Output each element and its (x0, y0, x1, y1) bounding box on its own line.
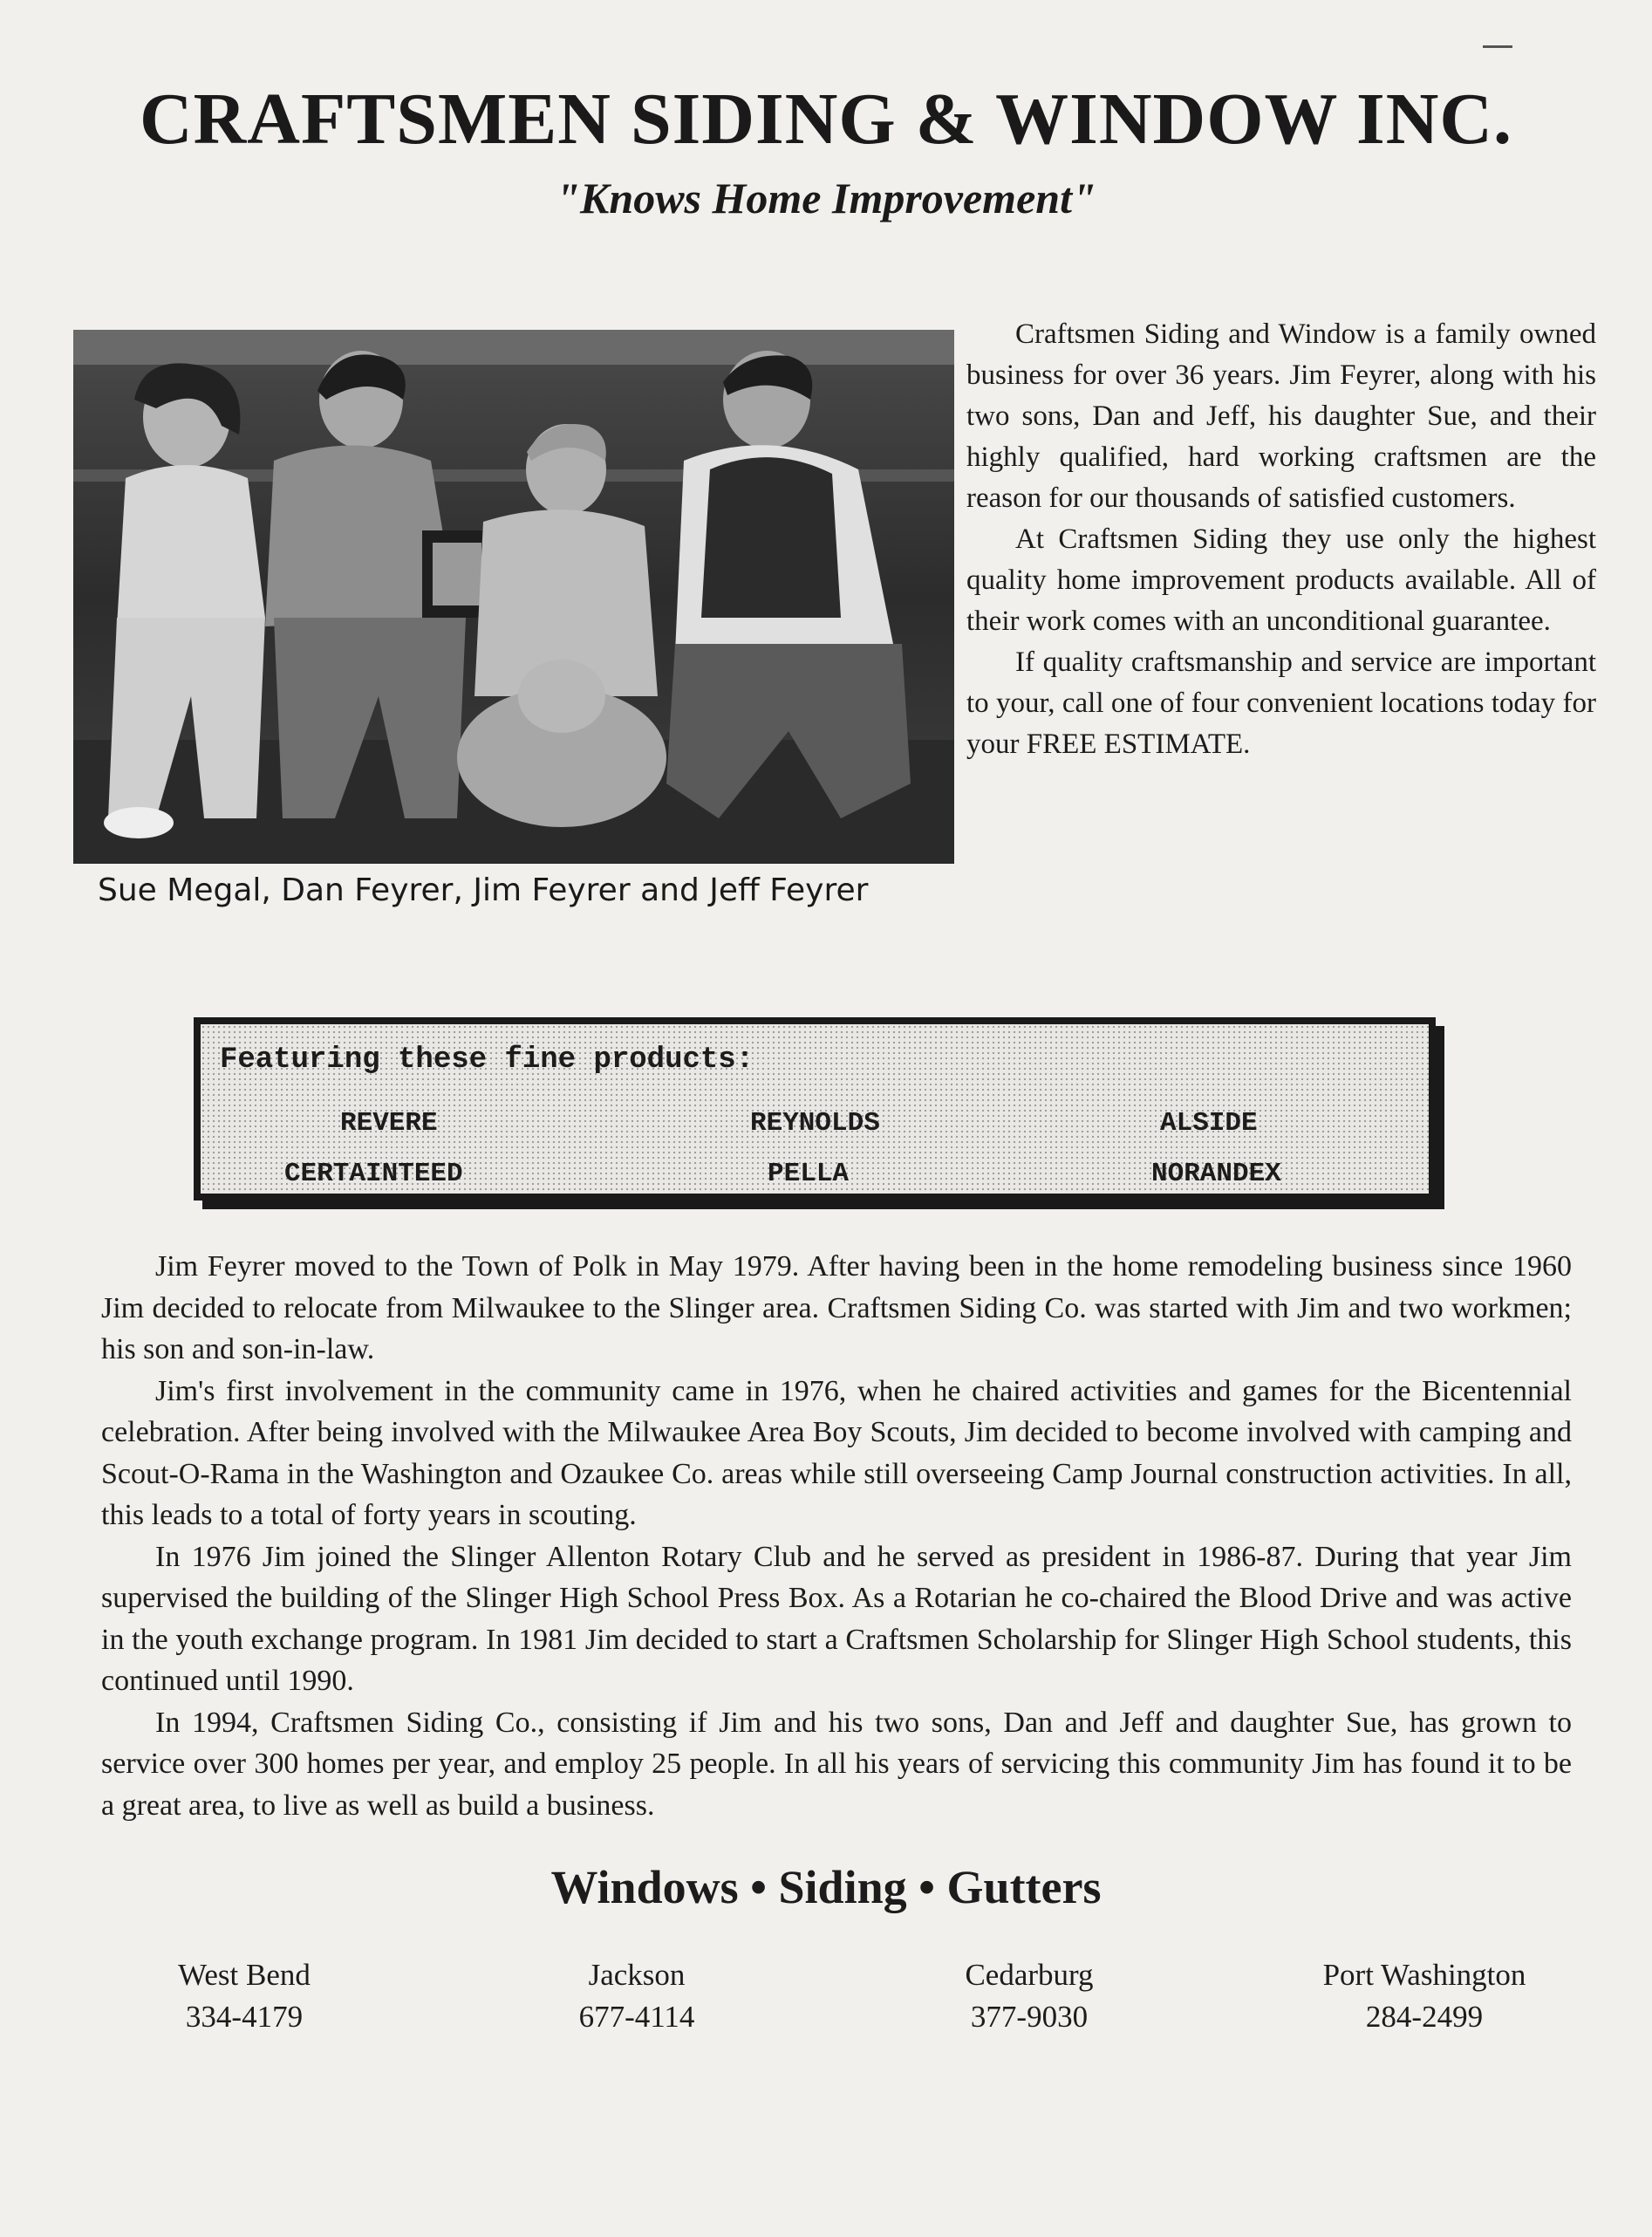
location-city: Cedarburg (965, 1958, 1094, 1992)
company-title: CRAFTSMEN SIDING & WINDOW INC. (139, 79, 1513, 160)
page-mark (1483, 45, 1512, 48)
product-name: REYNOLDS (750, 1108, 880, 1139)
company-slogan: "Knows Home Improvement" (556, 174, 1096, 222)
product-name: PELLA (768, 1159, 850, 1189)
product-name: CERTAINTEED (284, 1159, 463, 1189)
history-paragraph: Jim's first involvement in the community came in 1976, when he chaired activities and games for the Bicentennial celebration. After being involved with the Milwaukee Area Boy Scouts, Jim decided to become involved with camping and Scout-O-Rama in the Washington and Ozaukee Co. areas while still overseeing Camp Journal construction activities. In all, this leads to a total of forty years in scouting. (101, 1374, 1572, 1531)
products-heading: Featuring these fine products: (220, 1043, 754, 1077)
product-name: ALSIDE (1160, 1108, 1258, 1139)
location-phone: 284-2499 (1365, 2000, 1484, 2034)
location-phone: 677-4114 (578, 2000, 695, 2034)
family-photo-illustration (73, 330, 954, 864)
location-west-bend (79, 1954, 410, 2038)
product-name: NORANDEX (1151, 1159, 1281, 1189)
product-name: REVERE (340, 1108, 438, 1139)
location-jackson (471, 1954, 802, 2038)
intro-paragraph: At Craftsmen Siding they use only the highest quality home improvement products available. All of their work comes with an unconditional guarantee. (966, 523, 1596, 637)
services-tagline: Windows • Siding • Gutters (550, 1861, 1102, 1913)
location-city: Port Washington (1322, 1958, 1526, 1992)
history-text (101, 1246, 1572, 1826)
location-port-washington (1259, 1954, 1590, 2038)
history-paragraph: In 1994, Craftsmen Siding Co., consisting if Jim and his two sons, Dan and Jeff and daughter Sue, has grown to service over 300 homes per year, and employ 25 people. In all his years of servicing this community Jim has found it to be a great area, to live as well as build a business. (101, 1706, 1572, 1822)
intro-text (966, 314, 1596, 765)
intro-paragraph: Craftsmen Siding and Window is a family owned business for over 36 years. Jim Feyrer, along with his two sons, Dan and Jeff, his daughter Sue, and their highly qualified, hard working craftsmen are the reason for our thousands of satisfied customers. (966, 318, 1596, 514)
location-city: West Bend (178, 1958, 311, 1992)
photo-caption: Sue Megal, Dan Feyrer, Jim Feyrer and Jeff Feyrer (98, 872, 869, 908)
location-phone: 334-4179 (185, 2000, 304, 2034)
location-cedarburg (864, 1954, 1195, 2038)
history-paragraph: Jim Feyrer moved to the Town of Polk in May 1979. After having been in the home remodeling business since 1960 Jim decided to relocate from Milwaukee to the Slinger area. Craftsmen Siding Co. was started with Jim and two workmen; his son and son-in-law. (101, 1250, 1572, 1365)
location-city: Jackson (588, 1958, 686, 1992)
intro-paragraph: If quality craftsmanship and service are important to your, call one of four convenient locations today for your FREE ESTIMATE. (966, 646, 1596, 760)
location-phone: 377-9030 (970, 2000, 1089, 2034)
family-photo (73, 330, 954, 864)
history-paragraph: In 1976 Jim joined the Slinger Allenton Rotary Club and he served as president in 1986-87. During that year Jim supervised the building of the Slinger High School Press Box. As a Rotarian he co-chaired the Blood Drive and was active in the youth exchange program. In 1981 Jim decided to start a Craftsmen Scholarship for Slinger High School students, this continued until 1990. (101, 1540, 1572, 1697)
featured-products-box (194, 1017, 1436, 1201)
